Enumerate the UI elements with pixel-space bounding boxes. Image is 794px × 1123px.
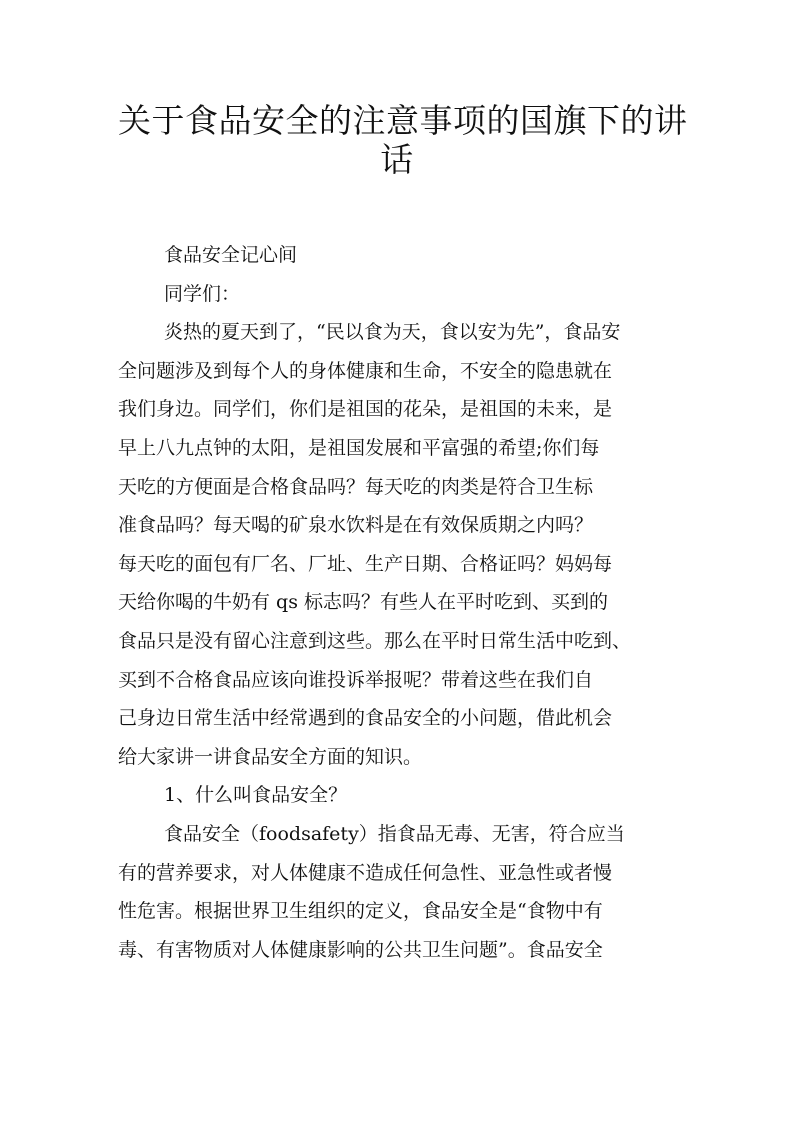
title-line: 话	[380, 139, 414, 179]
paragraph-line: 食品安全（foodsafety）指食品无毒、无害，符合应当	[164, 822, 625, 845]
document-body	[118, 236, 676, 969]
paragraph-line: 性危害。根据世界卫生组织的定义，食品安全是“食物中有	[118, 900, 603, 923]
paragraph-line: 食品安全记心间	[164, 244, 298, 266]
paragraph-line: 买到不合格食品应该向谁投诉举报呢？带着这些在我们自	[118, 668, 594, 691]
paragraph-line: 毒、有害物质对人体健康影响的公共卫生问题”。食品安全	[118, 938, 603, 961]
paragraph-line: 准食品吗？每天喝的矿泉水饮料是在有效保质期之内吗？	[118, 514, 594, 537]
paragraph-line: 早上八九点钟的太阳，是祖国发展和平富强的希望;你们每	[118, 436, 600, 459]
paragraph-line: 食品只是没有留心注意到这些。那么在平时日常生活中吃到、	[118, 629, 632, 652]
paragraph-line: 每天吃的面包有厂名、厂址、生产日期、合格证吗？妈妈每	[118, 552, 613, 575]
paragraph-line: 我们身边。同学们，你们是祖国的花朵，是祖国的未来，是	[118, 398, 613, 421]
section-heading: 1、什么叫食品安全？	[164, 784, 348, 807]
paragraph-line: 有的营养要求，对人体健康不造成任何急性、亚急性或者慢	[118, 861, 613, 884]
paragraph-line: 同学们：	[164, 282, 241, 305]
paragraph-line: 全问题涉及到每个人的身体健康和生命，不安全的隐患就在	[118, 359, 613, 382]
paragraph-line: 天给你喝的牛奶有 qs 标志吗？有些人在平时吃到、买到的	[118, 591, 608, 614]
paragraph-line: 给大家讲一讲食品安全方面的知识。	[118, 745, 423, 768]
paragraph-line: 己身边日常生活中经常遇到的食品安全的小问题，借此机会	[118, 707, 613, 730]
paragraph-line: 天吃的方便面是合格食品吗？每天吃的肉类是符合卫生标	[118, 475, 594, 498]
title-line: 关于食品安全的注意事项的国旗下的讲	[118, 101, 688, 140]
document-title	[118, 96, 688, 179]
paragraph-line: 炎热的夏天到了，“民以食为天，食以安为先”，食品安	[164, 321, 621, 344]
